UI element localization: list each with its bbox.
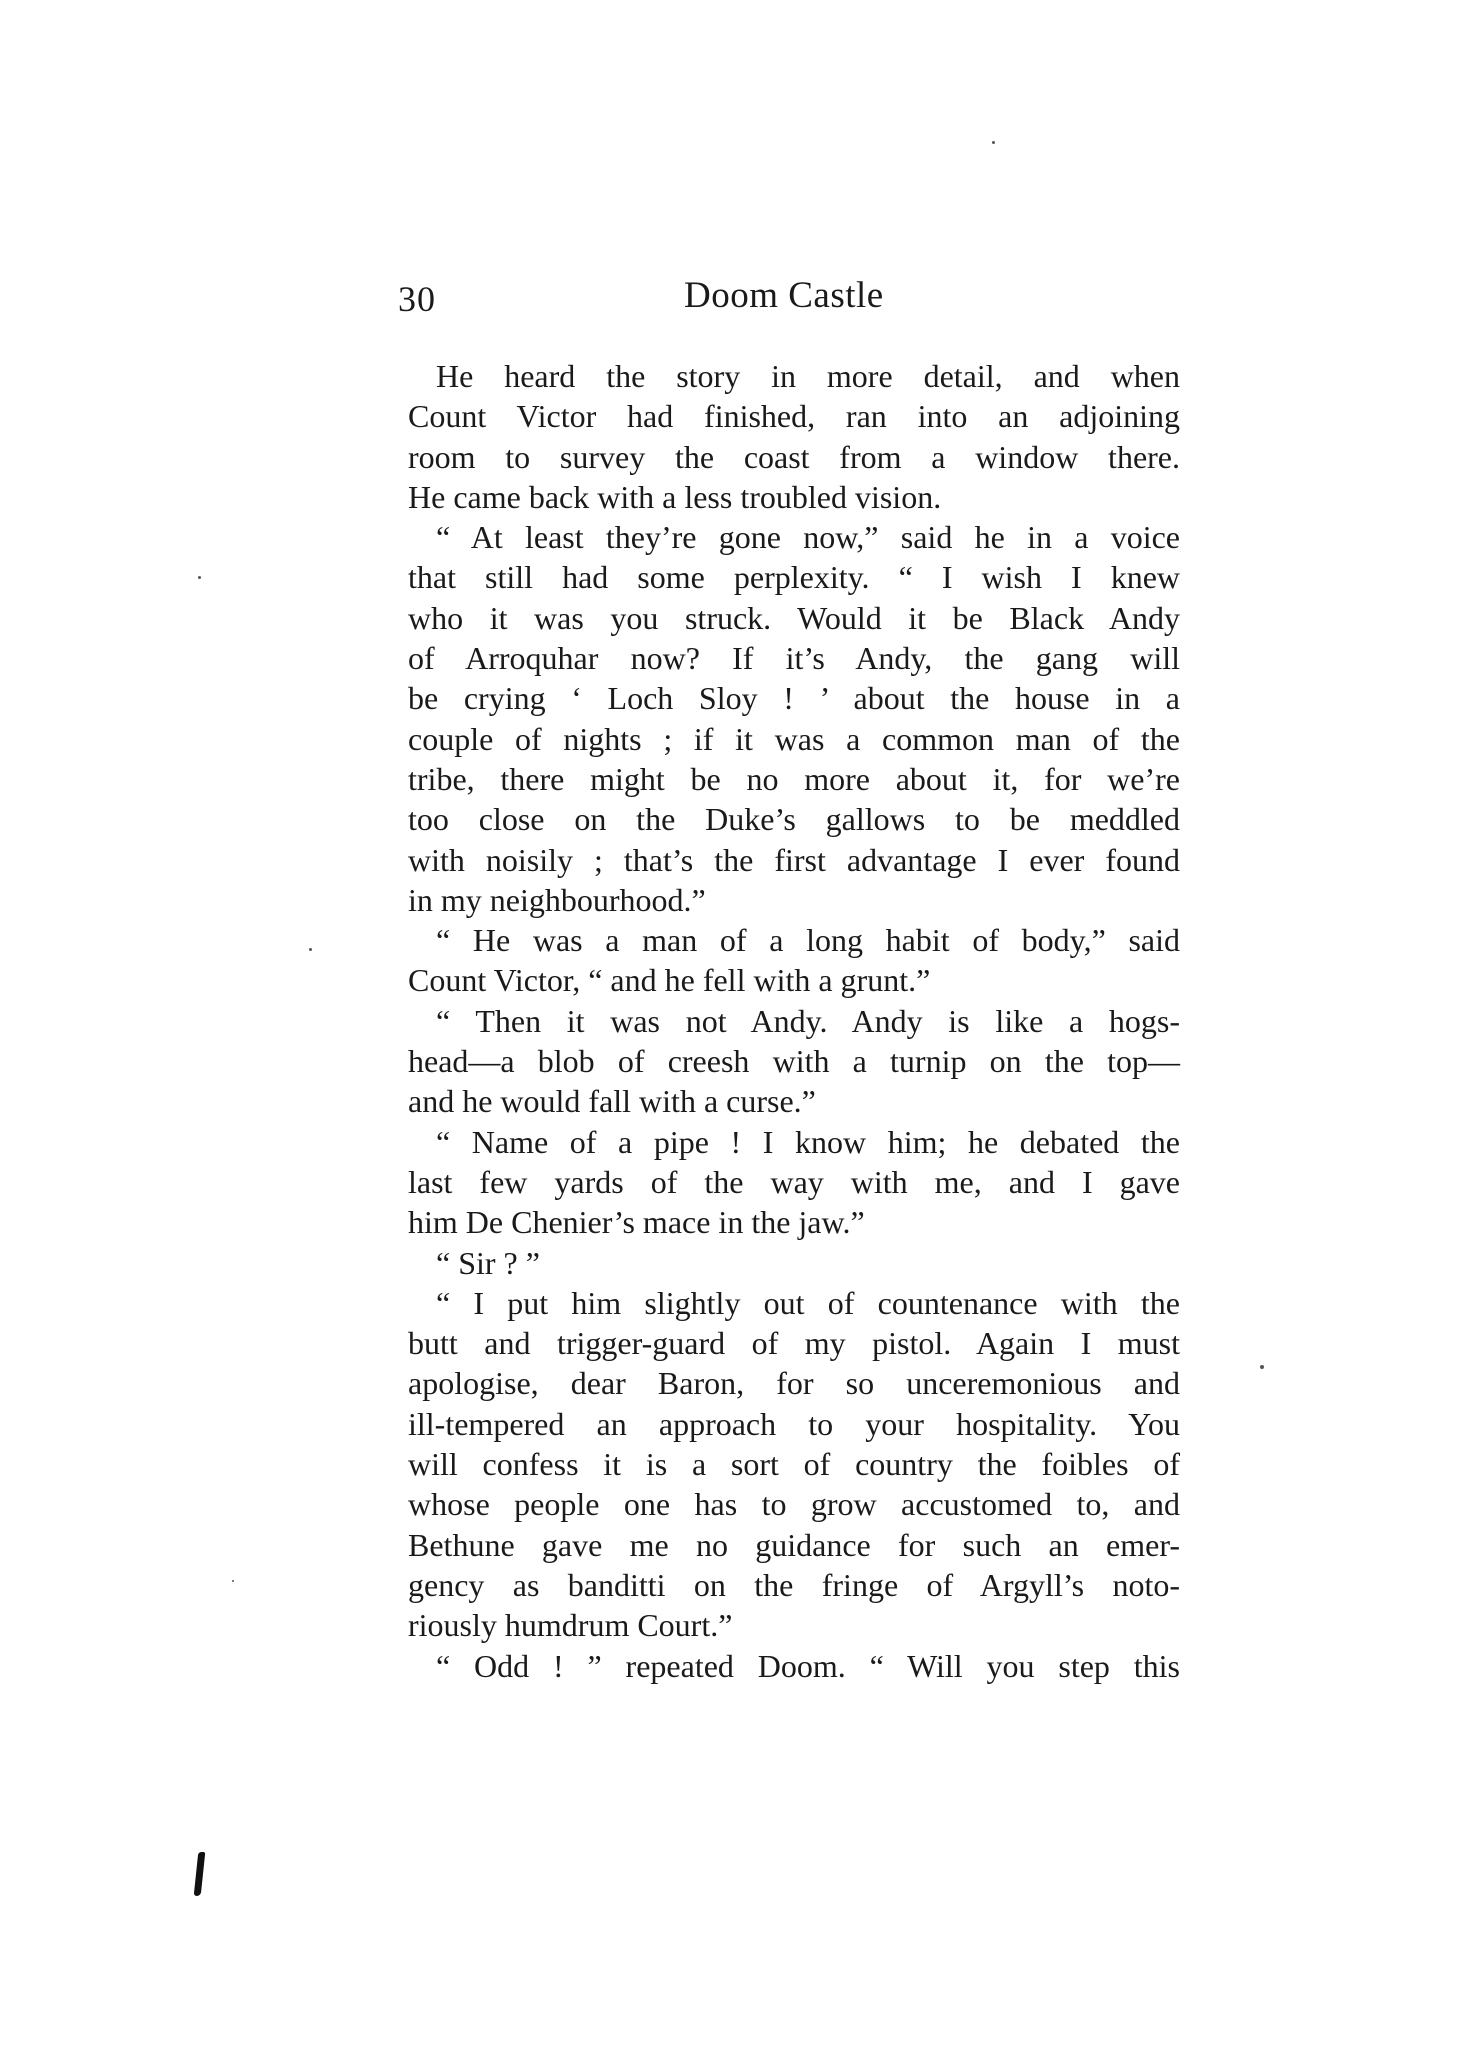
text-line: Bethune gave me no guidance for such an emer- bbox=[408, 1526, 1180, 1563]
scan-speck bbox=[1260, 1365, 1264, 1369]
binding-edge-mark bbox=[194, 1852, 206, 1896]
scan-speck bbox=[198, 576, 201, 579]
text-line: in my neighbourhood.” bbox=[408, 881, 706, 918]
text-line: He heard the story in more detail, and when bbox=[436, 358, 1180, 394]
text-line: who it was you struck. Would it be Black Andy bbox=[408, 599, 1180, 636]
running-head bbox=[398, 270, 1178, 330]
text-line: butt and trigger-guard of my pistol. Again I must bbox=[408, 1325, 1180, 1362]
scan-speck bbox=[309, 948, 312, 951]
scan-speck bbox=[992, 141, 995, 144]
text-line: with noisily ; that’s the first advantage I ever found bbox=[408, 841, 1180, 878]
text-line: head—a blob of creesh with a turnip on the top— bbox=[408, 1043, 1180, 1080]
text-line: Count Victor had finished, ran into an adjoining bbox=[408, 398, 1180, 435]
text-line: Count Victor, “ and he fell with a grunt.” bbox=[408, 962, 931, 999]
text-line: “ Odd ! ” repeated Doom. “ Will you step this bbox=[436, 1647, 1180, 1684]
text-line: ill-tempered an approach to your hospitality. You bbox=[408, 1405, 1180, 1442]
text-line: gency as banditti on the fringe of Argyll’s noto- bbox=[408, 1566, 1180, 1603]
text-line: “ I put him slightly out of countenance with the bbox=[436, 1284, 1180, 1321]
text-line: He came back with a less troubled vision. bbox=[408, 478, 942, 515]
text-line: tribe, there might be no more about it, for we’re bbox=[408, 760, 1180, 797]
scan-speck bbox=[232, 1580, 234, 1582]
text-line: be crying ‘ Loch Sloy ! ’ about the house in a bbox=[408, 680, 1180, 717]
text-line: “ Sir ? ” bbox=[436, 1244, 540, 1281]
body-text bbox=[408, 356, 1180, 1686]
page-number: 30 bbox=[398, 279, 436, 319]
text-line: him De Chenier’s mace in the jaw.” bbox=[408, 1204, 865, 1241]
text-line: whose people one has to grow accustomed to, and bbox=[408, 1486, 1180, 1523]
text-line: will confess it is a sort of country the foibles of bbox=[408, 1446, 1180, 1483]
text-line: “ Name of a pipe ! I know him; he debated the bbox=[436, 1123, 1180, 1160]
running-title: Doom Castle bbox=[684, 275, 884, 316]
text-line: riously humdrum Court.” bbox=[408, 1607, 733, 1644]
text-line: apologise, dear Baron, for so unceremonious and bbox=[408, 1365, 1180, 1402]
text-line: “ At least they’re gone now,” said he in a voice bbox=[436, 519, 1180, 556]
text-line: “ He was a man of a long habit of body,” said bbox=[436, 922, 1180, 959]
text-line: room to survey the coast from a window there. bbox=[408, 438, 1180, 475]
text-line: couple of nights ; if it was a common man of the bbox=[408, 720, 1180, 757]
text-line: last few yards of the way with me, and I gave bbox=[408, 1163, 1180, 1200]
text-line: too close on the Duke’s gallows to be meddled bbox=[408, 801, 1180, 838]
text-line: “ Then it was not Andy. Andy is like a hogs- bbox=[436, 1002, 1180, 1039]
text-line: and he would fall with a curse.” bbox=[408, 1083, 816, 1120]
text-line: that still had some perplexity. “ I wish I knew bbox=[408, 559, 1180, 596]
text-line: of Arroquhar now? If it’s Andy, the gang will bbox=[408, 640, 1180, 677]
